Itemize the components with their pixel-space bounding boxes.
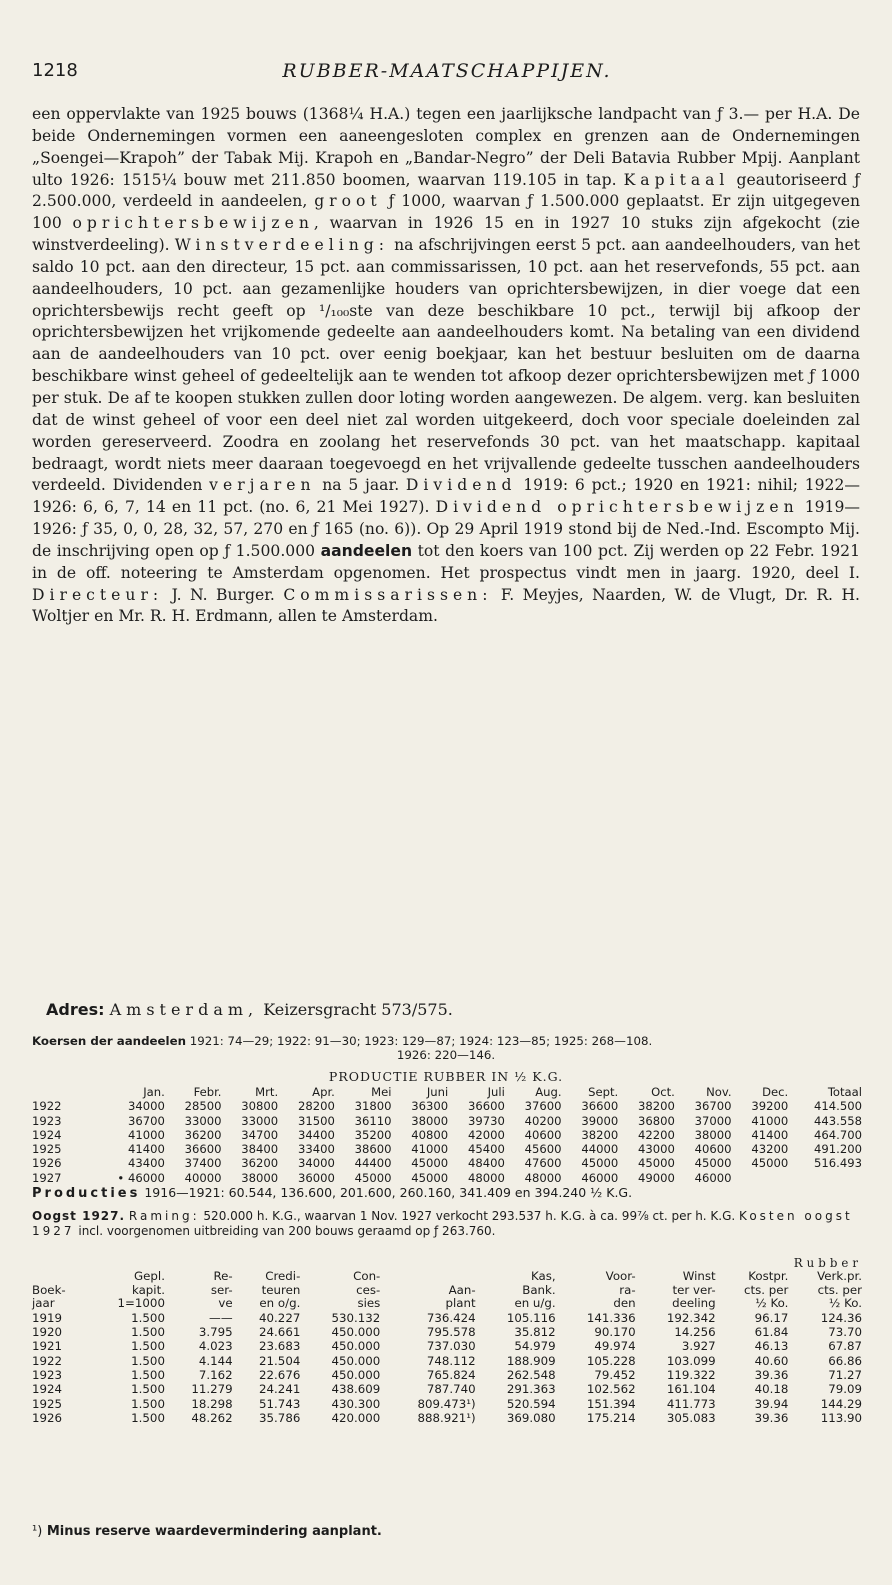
rubber-label: Rubber [793, 1255, 862, 1270]
financial-cell: 24.661 [259, 1325, 301, 1340]
financial-header-cell: Re- ser- ve [210, 1269, 233, 1311]
production-cell: 38200 [637, 1099, 675, 1114]
kosten-label: Kosten oogst 1927 [32, 1209, 853, 1238]
production-cell: 31500 [297, 1113, 335, 1128]
production-cell: 45400 [467, 1142, 505, 1157]
financial-cell: 49.974 [594, 1339, 636, 1354]
kapitaal-label: Kapitaal [623, 170, 730, 189]
financial-cell: 105.228 [586, 1353, 636, 1368]
financial-header-cell: Voor- ra- den [605, 1269, 636, 1311]
footnote [32, 1524, 382, 1539]
financial-cell: 3.795 [198, 1325, 233, 1340]
financial-cell: 765.824 [426, 1367, 476, 1382]
production-cell: 1923 [32, 1113, 62, 1128]
financial-cell: 40.227 [259, 1310, 301, 1325]
production-cell: 45000 [354, 1170, 392, 1185]
production-cell: 45000 [411, 1156, 449, 1171]
production-cell: 28200 [297, 1099, 335, 1114]
production-cell: 1925 [32, 1142, 62, 1157]
financial-cell: 450.000 [331, 1353, 381, 1368]
production-cell: 42200 [637, 1127, 675, 1142]
financial-header-cell: Aan- plant [445, 1282, 476, 1311]
production-cell: 33000 [241, 1113, 279, 1128]
kapitaal-text: geautoriseerd ƒ 2.500.000, verdeeld in aandeelen, [32, 170, 860, 211]
financial-cell: 96.17 [754, 1310, 789, 1325]
production-cell: 48000 [524, 1170, 562, 1185]
groot-text: ƒ 1000, waarvan ƒ 1.500.000 geplaatst. Er zijn uitgegeven 100 [32, 192, 860, 233]
financial-cell: 420.000 [331, 1410, 381, 1425]
financial-cell: 21.504 [259, 1353, 301, 1368]
financial-cell: 175.214 [586, 1410, 636, 1425]
production-cell: 38000 [241, 1170, 279, 1185]
production-cell: 414.500 [814, 1099, 862, 1114]
paragraph-intro: een oppervlakte van 1925 bouws (1368¼ H.A.) tegen een jaarlijksche landpacht van ƒ 3.— per H.A. De beide Ondernemingen vormen een aaneengesloten complex en grenzen aan de Ondernemingen „Soengei—Krapoh” der Tabak Mij. Krapoh en „Bandar-Negro” der Deli Batavia Rubber Mpij. Aanplant ulto 1926: 1515¼ bouw met 211.850 boomen, waarvan 119.105 in tap. [32, 105, 860, 189]
production-header-cell: Jan. [143, 1085, 165, 1099]
financial-cell: 46.13 [754, 1339, 789, 1354]
financial-cell: —— [209, 1310, 233, 1325]
production-cell: 36200 [241, 1156, 279, 1171]
production-row [32, 1171, 862, 1185]
financial-header-cell: Boek- jaar [32, 1282, 66, 1311]
financial-cell: 151.394 [586, 1396, 636, 1411]
production-cell: 45600 [524, 1142, 562, 1157]
production-cell: 43200 [751, 1142, 789, 1157]
production-cell: 34700 [241, 1127, 279, 1142]
production-cell: 40000 [184, 1170, 222, 1185]
production-cell [732, 1171, 789, 1185]
financial-header-cell: Verk.pr. cts. per ½ Ko. [817, 1269, 862, 1311]
production-cell: 47600 [524, 1156, 562, 1171]
financial-cell: 48.262 [191, 1410, 233, 1425]
oprichters-text: , waarvan in 1926 15 en in 1927 10 stuks zijn afgekocht (zie winstverdeeling). [32, 214, 860, 255]
financial-header-cell: Gepl. kapit. 1=1000 [117, 1269, 165, 1311]
production-cell [788, 1171, 862, 1185]
financial-cell: 1.500 [131, 1410, 165, 1425]
financial-row [32, 1411, 862, 1425]
verjaren-label: verjaren [209, 476, 316, 495]
production-cell: 40600 [524, 1127, 562, 1142]
financial-cell: 430.300 [331, 1396, 381, 1411]
production-cell: 43000 [637, 1142, 675, 1157]
financial-cell: 1922 [32, 1353, 63, 1368]
financial-row [32, 1382, 862, 1396]
production-cell: 491.200 [814, 1142, 862, 1157]
harvest-text1: 520.000 h. K.G., waarvan 1 Nov. 1927 verkocht 293.537 h. K.G. à ca. 99⅞ ct. per h. K.G. [199, 1209, 740, 1223]
production-cell: 36000 [297, 1170, 335, 1185]
production-cell: 45000 [581, 1156, 619, 1171]
production-cell: 36300 [411, 1099, 449, 1114]
share-prices-line1: 1921: 74—29; 1922: 91—30; 1923: 129—87; 1924: 123—85; 1925: 268—108. [185, 1034, 653, 1048]
page-number: 1218 [32, 60, 78, 81]
production-cell: 36600 [467, 1099, 505, 1114]
financial-cell: 4.023 [198, 1339, 233, 1354]
production-row [32, 1099, 862, 1113]
production-cell: 34400 [297, 1127, 335, 1142]
financial-cell: 736.424 [426, 1310, 476, 1325]
financial-cell: 3.927 [681, 1339, 716, 1354]
financial-cell: 73.70 [828, 1325, 862, 1340]
financial-cell: 14.256 [674, 1325, 716, 1340]
production-cell: 1927 [32, 1170, 62, 1185]
production-summary-text: 1916—1921: 60.544, 136.600, 201.600, 260.160, 341.409 en 394.240 ½ K.G. [140, 1185, 633, 1200]
financial-cell: 1921 [32, 1339, 63, 1354]
production-cell: 38000 [694, 1127, 732, 1142]
financial-cell: 291.363 [506, 1382, 556, 1397]
address-street: Keizersgracht 573/575. [258, 1000, 453, 1019]
commissarissen-label: Commissarissen: [283, 585, 493, 604]
financial-cell: 113.90 [820, 1410, 862, 1425]
running-title: RUBBER-MAATSCHAPPIJEN. [282, 60, 612, 82]
harvest-label: Oogst 1927. [32, 1209, 126, 1223]
production-header-cell: Aug. [535, 1085, 562, 1099]
production-cell: 28500 [184, 1099, 222, 1114]
dividend-label: Dividend [405, 476, 517, 495]
financial-cell: 79.452 [594, 1367, 636, 1382]
production-cell: 38200 [581, 1127, 619, 1142]
verjaren-text: na 5 jaar. [315, 476, 406, 495]
financial-table [32, 1256, 862, 1425]
financial-cell: 369.080 [506, 1410, 556, 1425]
production-cell: 33000 [184, 1113, 222, 1128]
financial-cell: 119.322 [666, 1367, 716, 1382]
oprichters-label: oprichtersbewijzen [72, 214, 314, 233]
production-header-cell: Mrt. [255, 1085, 279, 1099]
production-cell: 39000 [581, 1113, 619, 1128]
financial-header-cell: Con- ces- sies [353, 1269, 381, 1311]
footnote-mark: ¹) [32, 1524, 43, 1539]
production-summary-label: Producties [32, 1186, 141, 1201]
financial-cell: 1.500 [131, 1325, 165, 1340]
harvest-text2: incl. voorgenomen uitbreiding van 200 bouws geraamd op ƒ 263.760. [74, 1224, 496, 1238]
footnote-text: Minus reserve waardevermindering aanplant. [42, 1524, 382, 1539]
production-cell: • 46000 [117, 1170, 165, 1185]
production-row [32, 1142, 862, 1156]
financial-cell: 39.36 [754, 1410, 789, 1425]
financial-cell: 1.500 [131, 1310, 165, 1325]
winstverdeeling-label: Winstverdeeling: [174, 236, 389, 255]
directeur-label: Directeur: [32, 585, 164, 604]
financial-header-cell: Kas, Bank. en u/g. [514, 1269, 556, 1311]
address-city: Amsterdam, [109, 1000, 259, 1019]
financial-cell: 35.812 [514, 1325, 556, 1340]
financial-cell: 61.84 [754, 1325, 789, 1340]
financial-cell: 787.740 [426, 1382, 476, 1397]
financial-cell: 1925 [32, 1396, 63, 1411]
production-cell: 40200 [524, 1113, 562, 1128]
production-header-cell: Nov. [706, 1085, 732, 1099]
financial-cell: 35.786 [259, 1410, 301, 1425]
production-header-cell: Juli [487, 1085, 505, 1099]
production-summary [32, 1185, 860, 1201]
production-cell: 38600 [354, 1142, 392, 1157]
production-cell: 1922 [32, 1099, 62, 1114]
production-cell: 1926 [32, 1156, 62, 1171]
production-cell: 36700 [694, 1099, 732, 1114]
financial-cell: 1.500 [131, 1396, 165, 1411]
production-header-cell: Oct. [651, 1085, 675, 1099]
dividend-oprichters-label: Dividend oprichtersbewijzen [435, 498, 799, 517]
production-cell: 46000 [581, 1170, 619, 1185]
financial-cell: 79.09 [828, 1382, 862, 1397]
financial-cell: 1926 [32, 1410, 63, 1425]
financial-cell: 11.279 [191, 1382, 233, 1397]
financial-cell: 1919 [32, 1310, 63, 1325]
financial-row [32, 1339, 862, 1353]
production-row [32, 1114, 862, 1128]
financial-cell: 1.500 [131, 1339, 165, 1354]
production-header-cell: Febr. [193, 1085, 222, 1099]
production-cell: 37400 [184, 1156, 222, 1171]
share-prices-label: Koersen der aandeelen [32, 1034, 186, 1048]
production-cell: 31800 [354, 1099, 392, 1114]
dividend-oprichters-text: 1919—1926: ƒ 35, 0, 0, 28, 32, 57, 270 en ƒ 165 (no. 6)). Op 29 April 1919 stond bij de Ned.-Ind. Escompto Mij. de inschrijving open op ƒ 1.500.000 [32, 498, 860, 560]
financial-row [32, 1397, 862, 1411]
financial-cell: 40.18 [754, 1382, 789, 1397]
financial-cell: 144.29 [820, 1396, 862, 1411]
page-header [32, 60, 862, 90]
production-cell: 42000 [467, 1127, 505, 1142]
company-description [32, 104, 860, 628]
production-cell: 443.558 [814, 1113, 862, 1128]
financial-cell: 4.144 [198, 1353, 233, 1368]
financial-cell: 71.27 [828, 1367, 862, 1382]
production-cell: 36600 [581, 1099, 619, 1114]
share-prices-line2: 1926: 220—146. [396, 1048, 496, 1062]
financial-cell: 1924 [32, 1382, 63, 1397]
financial-header-cell: Winst ter ver- deeling [672, 1269, 716, 1311]
production-cell: 39730 [467, 1113, 505, 1128]
financial-cell: 438.609 [331, 1382, 381, 1397]
production-cell: 41000 [411, 1142, 449, 1157]
production-cell: 34000 [127, 1099, 165, 1114]
raming-label: Raming: [128, 1209, 200, 1223]
financial-cell: 192.342 [666, 1310, 716, 1325]
production-cell: 40600 [694, 1142, 732, 1157]
production-cell: 30800 [241, 1099, 279, 1114]
production-header-cell: Juni [426, 1085, 449, 1099]
production-cell: 44400 [354, 1156, 392, 1171]
financial-cell: 105.116 [506, 1310, 556, 1325]
financial-row [32, 1325, 862, 1339]
financial-cell: 450.000 [331, 1325, 381, 1340]
financial-cell: 530.132 [331, 1310, 381, 1325]
production-cell: 41000 [127, 1127, 165, 1142]
financial-cell: 450.000 [331, 1367, 381, 1382]
financial-cell: 1923 [32, 1367, 63, 1382]
financial-header-cell: Credi- teuren en o/g. [259, 1269, 301, 1311]
address-label: Adres: [46, 1000, 105, 1019]
financial-cell: 809.473¹) [417, 1396, 476, 1411]
production-cell: 464.700 [814, 1127, 862, 1142]
financial-cell: 411.773 [666, 1396, 716, 1411]
financial-cell: 161.104 [666, 1382, 716, 1397]
financial-cell: 51.743 [259, 1396, 301, 1411]
production-cell: 41400 [751, 1127, 789, 1142]
production-cell: 1924 [32, 1127, 62, 1142]
financial-cell: 748.112 [426, 1353, 476, 1368]
production-cell: 36600 [184, 1142, 222, 1157]
financial-cell: 1.500 [131, 1353, 165, 1368]
production-cell: 36800 [637, 1113, 675, 1128]
production-cell: 41000 [751, 1113, 789, 1128]
production-row [32, 1156, 862, 1170]
financial-cell: 1.500 [131, 1382, 165, 1397]
financial-cell: 54.979 [514, 1339, 556, 1354]
production-cell: 43400 [127, 1156, 165, 1171]
production-cell: 34000 [297, 1156, 335, 1171]
production-title: PRODUCTIE RUBBER IN ½ K.G. [328, 1069, 564, 1084]
financial-cell: 124.36 [820, 1310, 862, 1325]
dividend-text: 1919: 6 pct.; 1920 en 1921: nihil; 1922—1926: 6, 6, 7, 14 en 11 pct. (no. 6, 21 Mei 1927). [32, 476, 860, 517]
production-cell: 48400 [467, 1156, 505, 1171]
financial-header-cell: Kostpr. cts. per ½ Ko. [744, 1269, 789, 1311]
production-cell: 38000 [411, 1113, 449, 1128]
financial-cell: 90.170 [594, 1325, 636, 1340]
production-cell: 48000 [467, 1170, 505, 1185]
financial-cell: 141.336 [586, 1310, 636, 1325]
production-header-cell: Sept. [588, 1085, 619, 1099]
production-cell: 45000 [637, 1156, 675, 1171]
production-cell: 516.493 [814, 1156, 862, 1171]
financial-cell: 39.36 [754, 1367, 789, 1382]
production-cell: 36700 [127, 1113, 165, 1128]
commissarissen-text: F. Meyjes, Naarden, W. de Vlugt, Dr. R. H. Woltjer en Mr. R. H. Erdmann, allen te Amsterdam. [32, 585, 860, 626]
production-header-cell: Dec. [762, 1085, 789, 1099]
production-table [32, 1085, 862, 1185]
production-cell: 39200 [751, 1099, 789, 1114]
production-header-cell [32, 1085, 92, 1099]
financial-cell: 18.298 [191, 1396, 233, 1411]
production-cell: 44000 [581, 1142, 619, 1157]
production-cell: 46000 [694, 1170, 732, 1185]
production-header-cell: Totaal [827, 1085, 862, 1099]
financial-cell: 66.86 [828, 1353, 862, 1368]
financial-cell: 262.548 [506, 1367, 556, 1382]
production-cell: 33400 [297, 1142, 335, 1157]
financial-cell: 1.500 [131, 1367, 165, 1382]
financial-row [32, 1311, 862, 1325]
financial-cell: 520.594 [506, 1396, 556, 1411]
financial-cell: 737.030 [426, 1339, 476, 1354]
financial-cell: 23.683 [259, 1339, 301, 1354]
production-cell: 45000 [694, 1156, 732, 1171]
financial-cell: 305.083 [666, 1410, 716, 1425]
aandeelen-text: tot den koers van 100 pct. Zij werden op 22 Febr. 1921 in de off. noteering te Amsterdam opgenomen. Het prospectus vindt men in jaarg. 1920, deel I. [32, 541, 860, 582]
aandeelen-label: aandeelen [320, 541, 413, 560]
production-cell: 37600 [524, 1099, 562, 1114]
financial-cell: 40.60 [754, 1353, 789, 1368]
production-cell: 37000 [694, 1113, 732, 1128]
financial-cell: 888.921¹) [417, 1410, 476, 1425]
financial-cell: 188.909 [506, 1353, 556, 1368]
financial-cell: 7.162 [198, 1367, 233, 1382]
production-header-cell: Apr. [312, 1085, 335, 1099]
production-cell: 38400 [241, 1142, 279, 1157]
production-cell: 41400 [127, 1142, 165, 1157]
production-cell: 45000 [751, 1156, 789, 1171]
financial-cell: 450.000 [331, 1339, 381, 1354]
financial-cell: 1920 [32, 1325, 63, 1340]
directeur-text: J. N. Burger. [163, 585, 284, 604]
harvest-estimate [32, 1209, 860, 1239]
share-prices [32, 1034, 860, 1062]
production-cell: 49000 [637, 1170, 675, 1185]
production-cell: 35200 [354, 1127, 392, 1142]
production-cell: 40800 [411, 1127, 449, 1142]
winstverdeeling-text: na afschrijvingen eerst 5 pct. aan aandeelhouders, van het saldo 10 pct. aan den directeur, 15 pct. aan commissarissen, 10 pct. aan het reservefonds, 55 pct. aan aandeelhouders, 10 pct. aan gezamenlijke houders van oprichtersbewijzen, in dier voege dat een oprichtersbewijs recht geeft op ¹/₁₀₀ste van deze beschikbare 10 pct., terwijl bij afkoop der oprichtersbewijzen het vrijkomende gedeelte aan aandeelhouders komt. Na betaling van een dividend aan de aandeelhouders van 10 pct. over eenig boekjaar, kan het bestuur besluiten om de daarna beschikbare winst geheel of gedeeltelijk aan te wenden tot afkoop dezer oprichtersbewijzen met ƒ 1000 per stuk. De af te koopen stukken zullen door loting worden aangewezen. De algem. verg. kan besluiten dat de winst geheel of voor een deel niet zal worden uitgekeerd, doch voor speciale doeleinden zal worden gereserveerd. Zoodra en zoolang het reservefonds 30 pct. van het maatschapp. kapitaal bedraagt, wordt niets meer daaraan toegevoegd en het vrijvallende gedeelte tusschen aandeelhouders verdeeld. Dividenden [32, 236, 860, 495]
financial-cell: 795.578 [426, 1325, 476, 1340]
financial-cell: 22.676 [259, 1367, 301, 1382]
production-cell: 36110 [354, 1113, 392, 1128]
production-row [32, 1128, 862, 1142]
financial-cell: 39.94 [754, 1396, 789, 1411]
financial-row [32, 1368, 862, 1382]
financial-cell: 103.099 [666, 1353, 716, 1368]
production-cell: 36200 [184, 1127, 222, 1142]
groot-label: groot [314, 192, 382, 211]
production-cell: 45000 [411, 1170, 449, 1185]
address-line [46, 1000, 453, 1019]
financial-cell: 67.87 [828, 1339, 862, 1354]
financial-cell: 102.562 [586, 1382, 636, 1397]
financial-row [32, 1354, 862, 1368]
financial-cell: 24.241 [259, 1382, 301, 1397]
production-header-cell: Mei [371, 1085, 392, 1099]
